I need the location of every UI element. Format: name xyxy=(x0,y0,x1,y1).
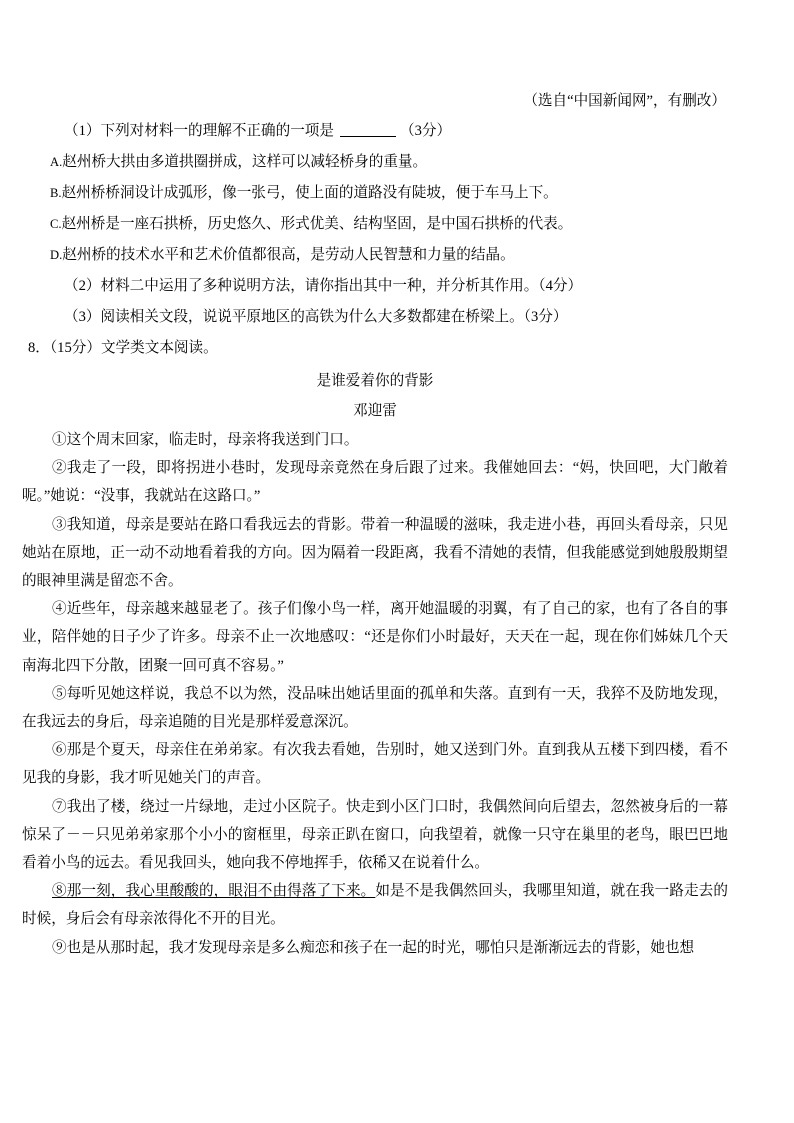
essay-paragraph-8-underlined-text: 那一刻，我心里酸酸的，眼泪不由得落了下来。 xyxy=(66,883,376,900)
essay-paragraph-9: ⑨也是从那时起，我才发现母亲是多么痴恋和孩子在一起的时光，哪怕只是渐渐远去的背影，她也想 xyxy=(52,939,695,956)
essay-paragraph-3: ③我知道，母亲是要站在路口看我远去的背影。带着一种温暖的滋味，我走进小巷，再回头看母亲，只见她站在原地，正一动不动地看着我的方向。因为隔着一段距离，我看不清她的表情，但我能感觉到她殷殷期望的眼神里满是留恋不舍。 xyxy=(22,516,728,590)
source-attribution: （选自“中国新闻网”，有删改） xyxy=(523,93,726,109)
essay-paragraph-2: ②我走了一段，即将拐进小巷时，发现母亲竟然在身后跟了过来。我催她回去：“妈，快回吧，大门敞着呢。”她说：“没事，我就站在这路口。” xyxy=(22,460,728,505)
question-3-stem: （3）阅读相关文段，说说平原地区的高铁为什么大多数都建在桥梁上。（3分） xyxy=(64,309,568,325)
option-c[interactable] xyxy=(22,209,728,240)
question-1-label: （1）下列对材料一的理解不正确的一项是 xyxy=(64,123,334,139)
question-1-answer-blank[interactable] xyxy=(340,136,396,137)
option-b-text: 赵州桥桥洞设计成弧形，像一张弓，使上面的道路没有陡坡，便于车马上下。 xyxy=(61,185,558,201)
question-1-score: （3分） xyxy=(400,123,452,139)
essay-paragraph-8 xyxy=(22,877,728,933)
option-a[interactable] xyxy=(22,147,728,178)
option-b[interactable] xyxy=(22,178,728,209)
essay-paragraph-5: ⑤每听见她这样说，我总不以为然，没品味出她话里面的孤单和失落。直到有一天，我猝不及防地发现，在我远去的身后，母亲追随的目光是那样爱意深沉。 xyxy=(22,685,728,731)
essay-paragraph-8-underlined-marker: ⑧ xyxy=(52,883,67,900)
essay-paragraph-6: ⑥那是个夏天，母亲住在弟弟家。有次我去看她，告别时，她又送到门外。直到我从五楼下到四楼，看不见我的身影，我才听见她关门的声音。 xyxy=(22,742,728,787)
item-8-heading: 8．（15分）文学类文本阅读。 xyxy=(28,340,218,356)
essay-paragraph-4: ④近些年，母亲越来越显老了。孩子们像小鸟一样，离开她温暖的羽翼，有了自己的家，也有了各自的事业，陪伴她的日子少了许多。母亲不止一次地感叹：“还是你们小时最好，天天在一起，现在你们姊妹几个天南海北四下分散，团聚一回可真不容易。” xyxy=(22,601,728,674)
option-c-text: 赵州桥是一座石拱桥，历史悠久、形式优美、结构坚固，是中国石拱桥的代表。 xyxy=(61,216,573,232)
article-author: 邓迎雷 xyxy=(353,403,397,419)
essay-paragraph-8-rest-text: 如是不是我偶然回头，我哪里知道，就在我一路走去的时候，身后会有母亲浓得化不开的目光。 xyxy=(22,883,728,928)
option-a-text: 赵州桥大拱由多道拱圈拼成，这样可以减轻桥身的重量。 xyxy=(62,154,428,170)
question-2-stem: （2）材料二中运用了多种说明方法，请你指出其中一种，并分析其作用。（4分） xyxy=(64,278,583,294)
article-title: 是谁爱着你的背影 xyxy=(316,373,434,389)
option-c-letter: C. xyxy=(50,217,62,231)
page-content xyxy=(22,88,728,962)
option-b-letter: B. xyxy=(50,186,62,200)
option-d-text: 赵州桥的技术水平和艺术价值都很高，是劳动人民智慧和力量的结晶。 xyxy=(62,247,515,263)
option-d-letter: D. xyxy=(50,248,63,262)
essay-paragraph-7: ⑦我出了楼，绕过一片绿地，走过小区院子。快走到小区门口时，我偶然间向后望去，忽然被身后的一幕惊呆了－－只见弟弟家那个小小的窗框里，母亲正趴在窗口，向我望着，就像一只守在巢里的老鸟，眼巴巴地看着小鸟的远去。看见我回头，她向我不停地挥手，依稀又在说着什么。 xyxy=(22,798,728,872)
option-a-letter: A. xyxy=(50,155,63,169)
option-d[interactable] xyxy=(22,240,728,271)
essay-paragraph-1: ①这个周末回家，临走时，母亲将我送到门口。 xyxy=(52,432,359,448)
question-1-stem xyxy=(22,116,728,147)
